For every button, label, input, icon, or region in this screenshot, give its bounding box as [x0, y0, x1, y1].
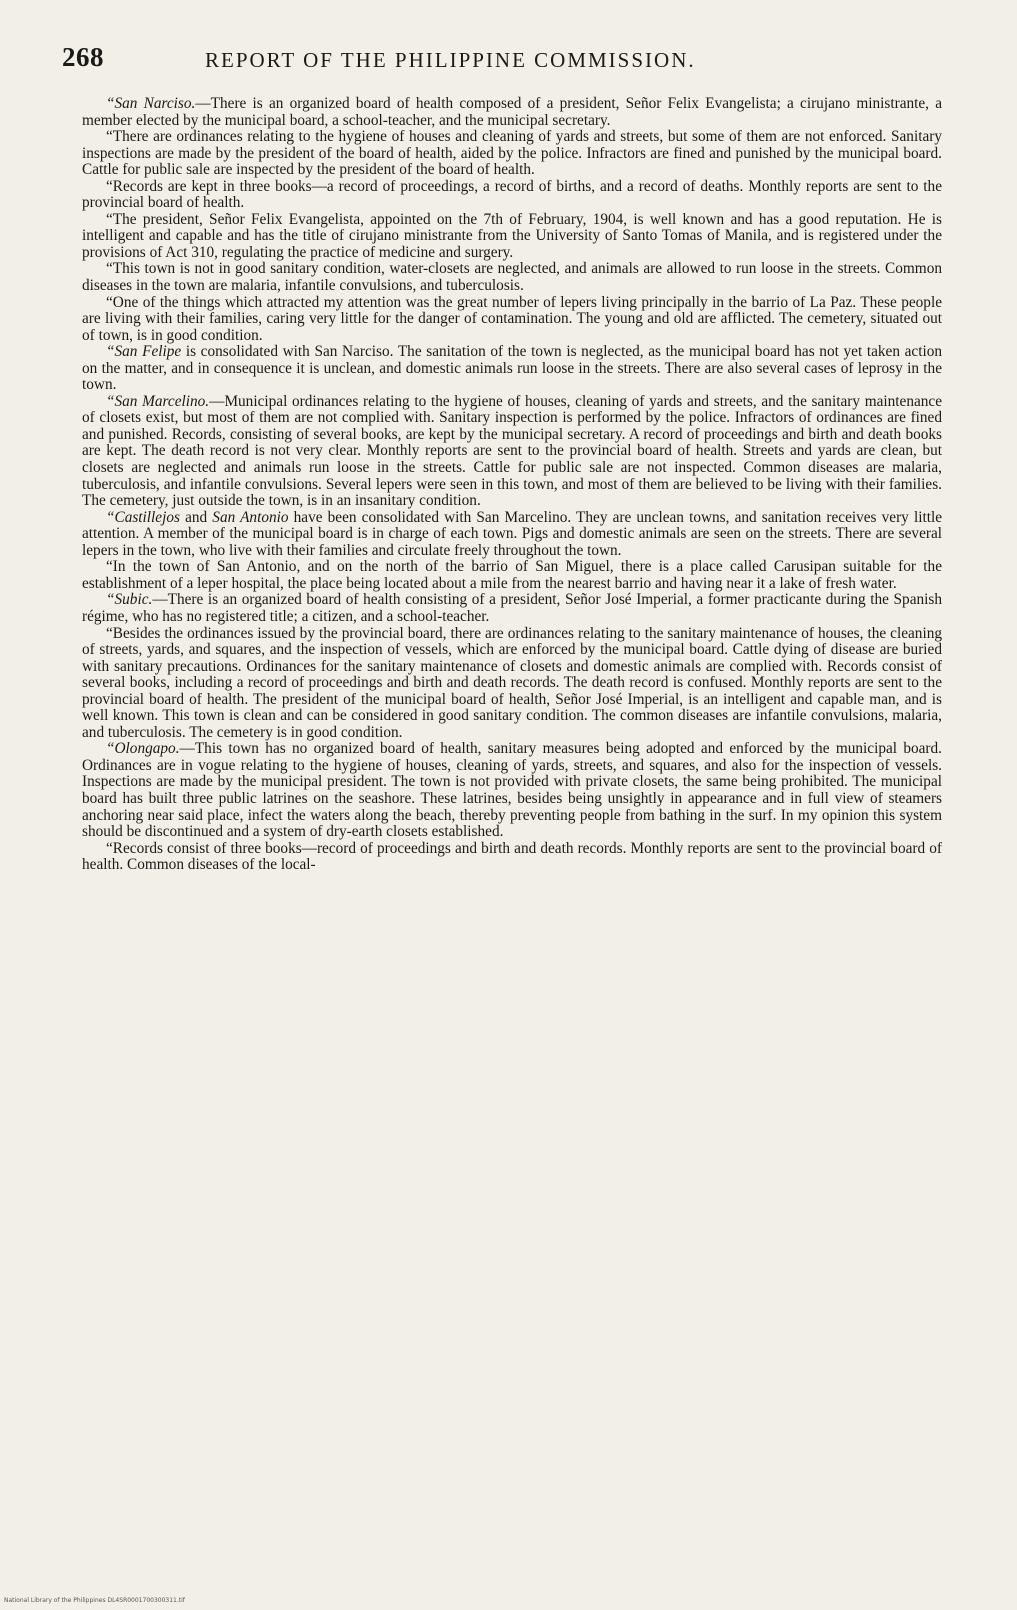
scan-footer: National Library of the Philippines DL4SR0001700300311.tif: [4, 1597, 185, 1604]
paragraph: “The president, Señor Felix Evangelista, appointed on the 7th of February, 1904, is well known and has a good reputation. He is intelligent and capable and has the title of cirujano ministrante from the University of Santo Tomas of Manila, and is registered under the provisions of Act 310, regulating the practice of medicine and surgery.: [82, 210, 942, 261]
paragraph: “This town is not in good sanitary condition, water-closets are neglected, and animals are allowed to run loose in the streets. Common diseases in the town are malaria, infantile convulsions, and tuberculosis.: [82, 260, 942, 295]
place-name: San Antonio: [212, 508, 289, 526]
paragraph: “Olongapo.—This town has no organized board of health, sanitary measures being adopted and enforced by the municipal board. Ordinances are in vogue relating to the hygiene of houses, cleaning of yards, streets, and squares, and also for the inspection of vessels. Inspections are made by the municipal president. The town is not provided with private closets, the same being prohibited. The municipal board has built three public latrines on the seashore. These latrines, besides being unsightly in appearance and in full view of steamers anchoring near said place, infect the waters along the beach, thereby preventing people from bathing in the surf. In my opinion this system should be discontinued and a system of dry-earth closets established.: [82, 740, 942, 841]
paragraph: “San Marcelino.—Municipal ordinances relating to the hygiene of houses, cleaning of yards and streets, and the sanitary maintenance of closets exist, but most of them are not complied with. Sanitary inspection is performed by the police. Infractors of ordinances are fined and punished. Records, consisting of several books, are kept by the municipal secretary. A record of proceedings and birth and death books are kept. The death record is not very clear. Monthly reports are sent to the provincial board of health. Streets and yards are clean, but closets are neglected and animals run loose in the streets. Cattle for public sale are not inspected. Common diseases are malaria, tuberculosis, and infantile convulsions. Several lepers were seen in this town, and most of them are believed to be living with their families. The cemetery, just outside the town, is in an insanitary condition.: [82, 392, 942, 510]
paragraph: “Besides the ordinances issued by the provincial board, there are ordinances relating to the sanitary maintenance of houses, the cleaning of streets, yards, and squares, and the inspection of vessels, which are enforced by the municipal board. Cattle dying of disease are buried with sanitary precautions. Ordinances for the sanitary maintenance of closets and domestic animals are complied with. Records consist of several books, including a record of proceedings and birth and death records. The death record is confused. Monthly reports are sent to the provincial board of health. The president of the municipal board of health, Señor José Imperial, is an intelligent and capable man, and is well known. This town is clean and can be considered in good sanitary condition. The common diseases are infantile convulsions, malaria, and tuberculosis. The cemetery is in good condition.: [82, 624, 942, 741]
paragraph: “One of the things which attracted my attention was the great number of lepers living principally in the barrio of La Paz. These people are living with their families, caring very little for the danger of contamination. The young and old are afflicted. The cemetery, situated out of town, is in good condition.: [82, 293, 942, 344]
place-name: “Olongapo.: [106, 740, 180, 758]
running-head: REPORT OF THE PHILIPPINE COMMISSION.: [205, 48, 696, 72]
body-text: [82, 96, 942, 874]
page-header: [62, 42, 942, 82]
paragraph: “Records are kept in three books—a record of proceedings, a record of births, and a record of deaths. Monthly reports are sent to the provincial board of health.: [82, 177, 942, 212]
page-number: 268: [62, 42, 104, 72]
place-name: “San Marcelino.: [106, 392, 210, 410]
paragraph: “San Felipe is consolidated with San Narciso. The sanitation of the town is neglected, as the municipal board has not yet taken action on the matter, and in consequence it is unclean, and domestic animals run loose in the streets. There are also several cases of leprosy in the town.: [82, 343, 942, 394]
paragraph: “San Narciso.—There is an organized board of health composed of a president, Señor Felix Evangelista; a cirujano ministrante, a member elected by the municipal board, a school-teacher, and the municipal secretary.: [82, 95, 942, 129]
paragraph: “Records consist of three books—record of proceedings and birth and death records. Monthly reports are sent to the provincial board of health. Common diseases of the local-: [82, 839, 942, 874]
place-name: “San Narciso.: [106, 95, 196, 112]
paragraph: “Castillejos and San Antonio have been consolidated with San Marcelino. They are unclean towns, and sanitation receives very little attention. A member of the municipal board is in charge of each town. Pigs and domestic animals are seen on the streets. There are several lepers in the town, who live with their families and circulate freely throughout the town.: [82, 508, 942, 559]
paragraph: “Subic.—There is an organized board of health consisting of a president, Señor José Imperial, a former practicante during the Spanish régime, who has no registered title; a citizen, and a school-teacher.: [82, 591, 942, 625]
paragraph: “There are ordinances relating to the hygiene of houses and cleaning of yards and streets, but some of them are not enforced. Sanitary inspections are made by the president of the board of health, aided by the police. Infractors are fined and punished by the municipal board. Cattle for public sale are inspected by the president of the board of health.: [82, 128, 942, 179]
paragraph: “In the town of San Antonio, and on the north of the barrio of San Miguel, there is a place called Carusipan suitable for the establishment of a leper hospital, the place being located about a mile from the nearest barrio and having near it a lake of fresh water.: [82, 558, 942, 592]
place-name: “San Felipe: [106, 343, 182, 361]
place-name: “Subic.: [106, 591, 153, 609]
place-name: “Castillejos: [106, 508, 180, 526]
